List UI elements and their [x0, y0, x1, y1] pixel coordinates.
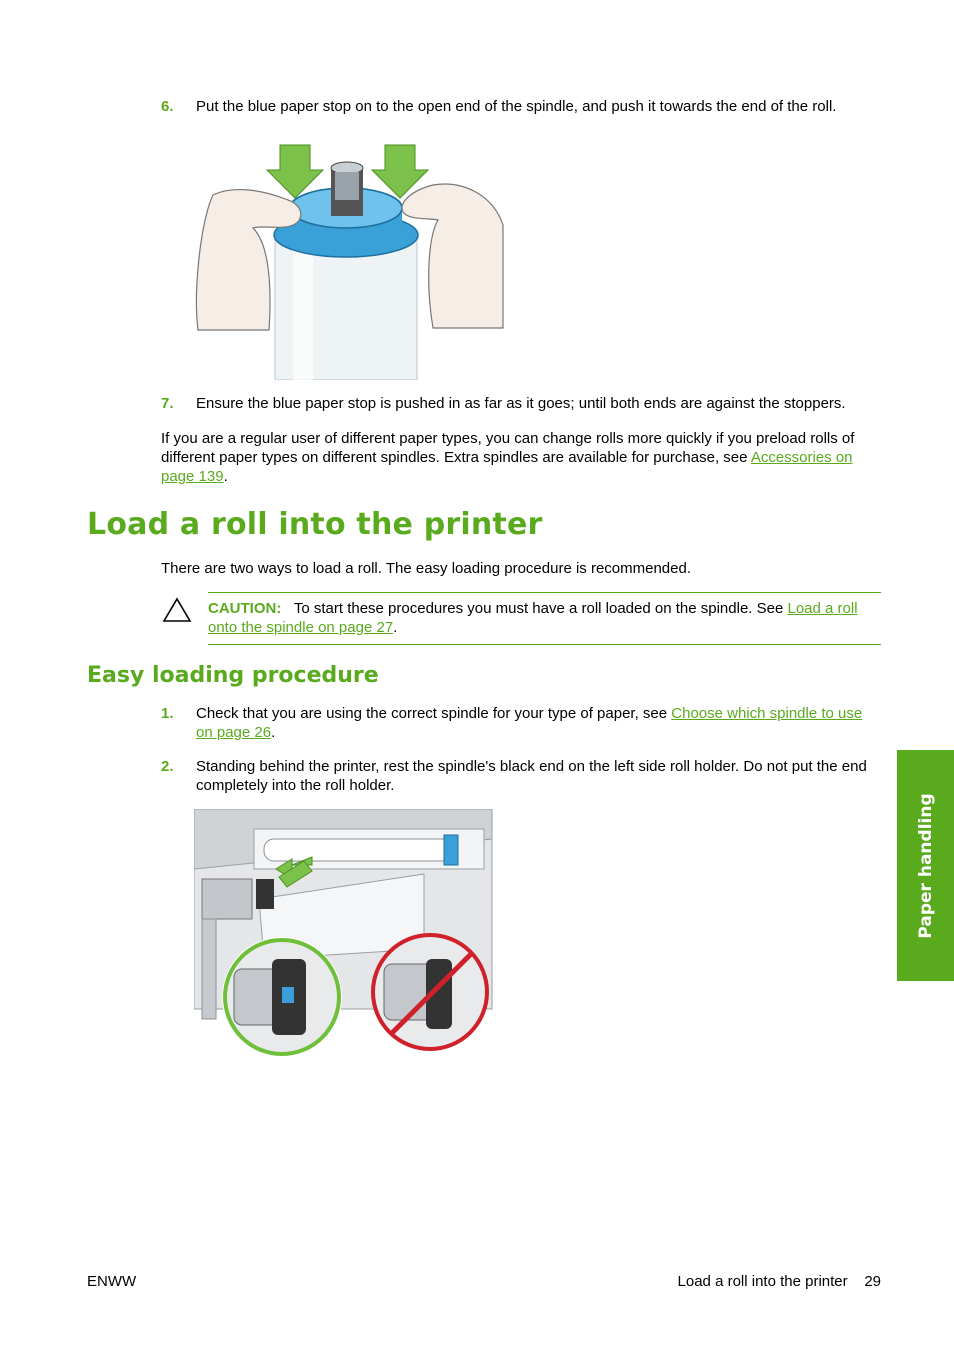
step-number: 1. [161, 705, 174, 722]
accessories-link[interactable]: Accessories on page 139 [161, 449, 853, 485]
paper-stop-illustration [193, 140, 505, 380]
caution-label: CAUTION: [208, 600, 282, 617]
step-text: Standing behind the printer, rest the spindle's black end on the left side roll holder. Do not put the end completely into the roll holder. [196, 758, 867, 794]
roll-holder-illustration [194, 809, 494, 1057]
step-text: Check that you are using the correct spindle for your type of paper, see [196, 705, 672, 722]
step-1 [161, 704, 881, 742]
step-number: 7. [161, 395, 174, 412]
step-6 [161, 97, 881, 116]
step-number: 6. [161, 98, 174, 115]
side-tab [897, 750, 954, 981]
side-tab-label: Paper handling [915, 792, 936, 939]
paragraph-text: If you are a regular user of different paper types, you can change rolls more quickly if you preload rolls of different paper types on different spindles. Extra spindles are available for purchase, see [161, 430, 855, 466]
footer-right [678, 1273, 881, 1290]
step-text: Ensure the blue paper stop is pushed in as far as it goes; until both ends are against the stoppers. [196, 395, 846, 412]
choose-spindle-link[interactable]: Choose which spindle to use on page 26 [196, 705, 863, 741]
footer-left: ENWW [87, 1273, 137, 1290]
caution-bottom-rule [208, 644, 881, 645]
preload-paragraph [161, 429, 881, 486]
load-roll-spindle-link[interactable]: Load a roll onto the spindle on page 27 [208, 600, 858, 636]
subsection-title: Easy loading procedure [87, 663, 379, 688]
caution-text: To start these procedures you must have a roll loaded on the spindle. See [293, 600, 788, 617]
caution-end: . [393, 619, 398, 636]
step-7 [161, 394, 881, 413]
footer-title: Load a roll into the printer [677, 1273, 848, 1290]
step-text: Put the blue paper stop on to the open end of the spindle, and push it towards the end of the roll. [196, 98, 837, 115]
step-end: . [271, 724, 276, 741]
caution-icon [162, 597, 192, 623]
caution-note [208, 599, 880, 637]
step-2 [161, 757, 881, 795]
paragraph-end: . [223, 468, 228, 485]
caution-top-rule [208, 592, 881, 593]
page-number: 29 [864, 1273, 881, 1290]
section-title: Load a roll into the printer [87, 507, 543, 542]
section-intro: There are two ways to load a roll. The easy loading procedure is recommended. [161, 560, 692, 577]
step-number: 2. [161, 758, 174, 775]
